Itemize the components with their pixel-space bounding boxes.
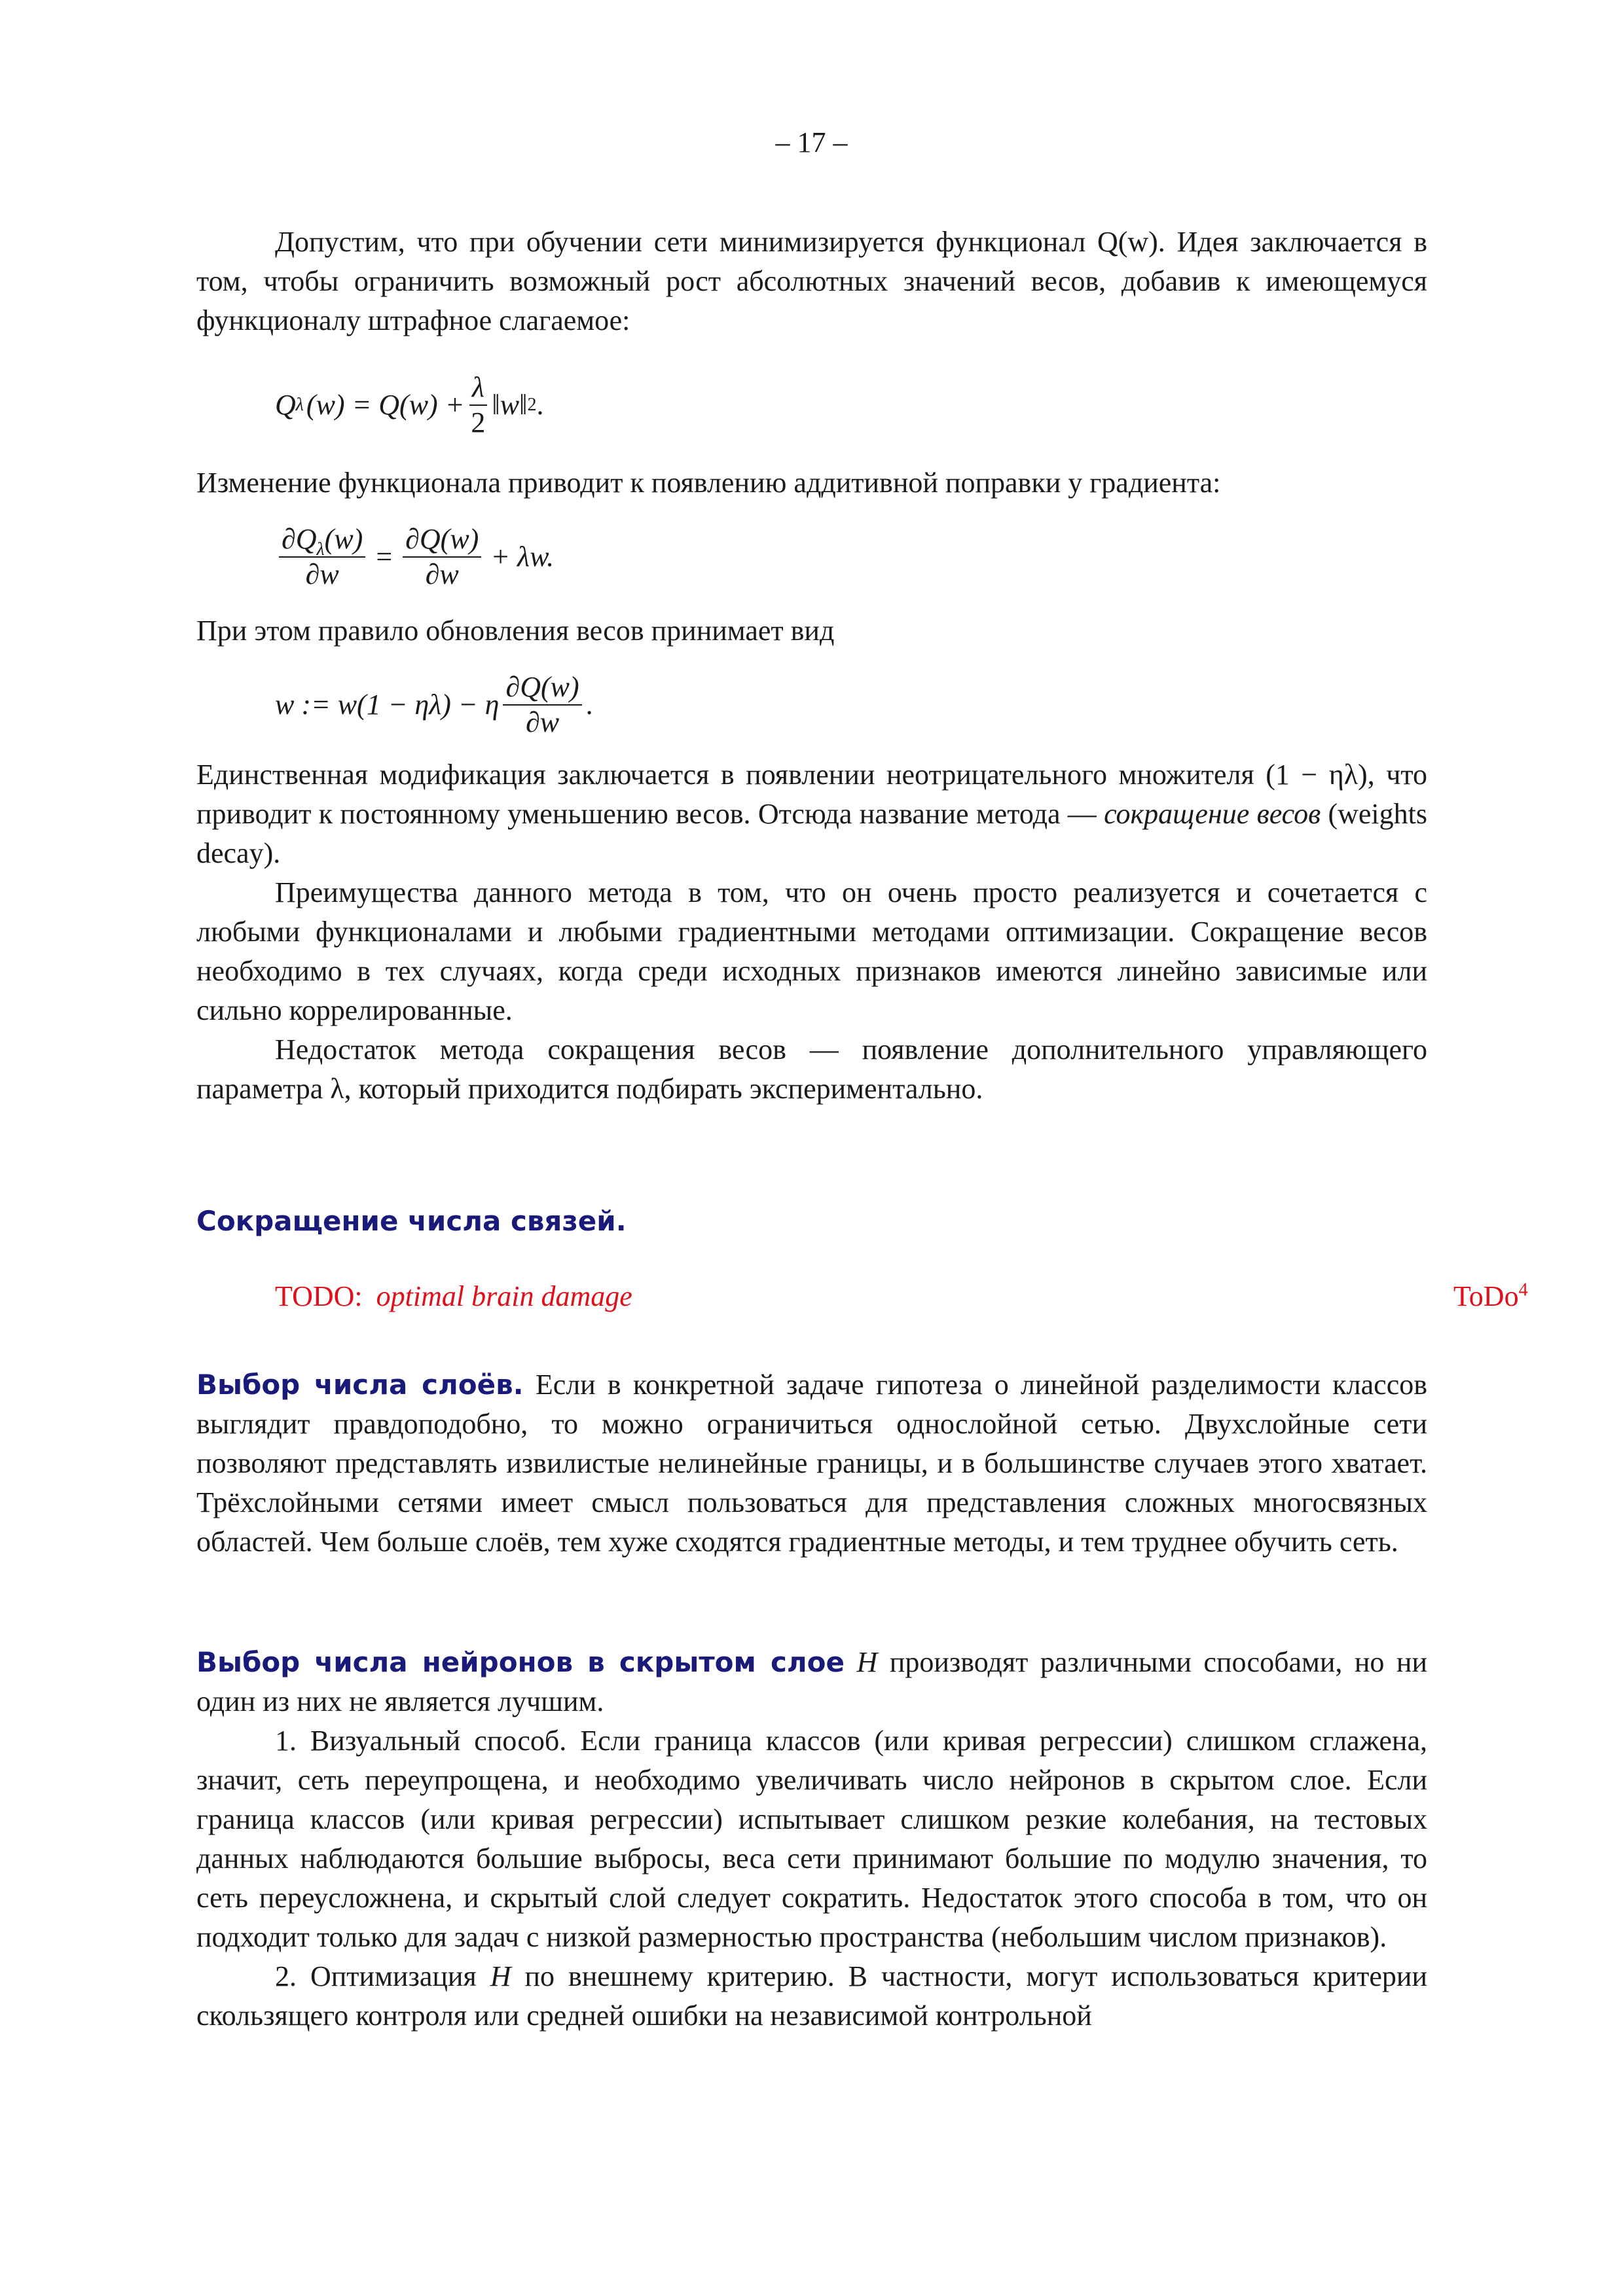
formula-q: Q bbox=[275, 389, 296, 421]
paragraph-visual-method: 1. Визуальный способ. Если граница классов (или кривая регрессии) слишком сглажена, значит, сеть переупрощена, и необходимо увеличивать число нейронов в скрытом слое. Если граница классов (или кривая регрессии) испытывает слишком резкие колебания, на тестовых данных наблюдаются большие выбросы, веса сети принимают большие по модулю значения, то сеть переусложнена, и скрытый слой следует сократить. Недостаток этого способа в том, что он подходит только для задач с низкой размерностью пространства (небольшим числом признаков). bbox=[196, 1725, 1427, 1953]
paragraph-update-rule: При этом правило обновления весов принимает вид bbox=[196, 615, 835, 647]
update-den: ∂w bbox=[525, 706, 560, 738]
formula-norm: ‖w‖ bbox=[492, 389, 528, 421]
paragraph-gradient: Изменение функционала приводит к появлению аддитивной поправки у градиента: bbox=[196, 467, 1221, 499]
paragraph-layers: Выбор числа слоёв. Если в конкретной задаче гипотеза о линейной разделимости классов выглядит правдоподобно, то можно ограничиться однослойной сетью. Двухслойные сети позволяют представлять извилистые нелинейные границы, и в большинстве случаев этого хватает. Трёхслойными сетями имеет смысл пользоваться для представления сложных многосвязных областей. Чем больше слоёв, тем хуже сходятся градиентные методы, и тем труднее обучить сеть. bbox=[196, 1369, 1428, 1558]
formula-lhs-arg: (w) = Q(w) + bbox=[306, 389, 465, 421]
update-fraction bbox=[503, 670, 581, 740]
todo-label: TODO: bbox=[275, 1280, 363, 1312]
paragraph-neurons: Выбор числа нейронов в скрытом слое H производят различными способами, но ни один из них не является лучшим. bbox=[196, 1646, 1428, 1717]
update-head: w := w(1 − ηλ) − η bbox=[275, 689, 500, 721]
main-text-top bbox=[196, 223, 1427, 1109]
heading-layers: Выбор числа слоёв. bbox=[196, 1369, 524, 1401]
page-number: – 17 – bbox=[775, 126, 848, 158]
section-layers bbox=[196, 1365, 1427, 1562]
fraction-den: 2 bbox=[471, 406, 486, 439]
gradient-tail: + λw. bbox=[490, 541, 555, 573]
section-neurons bbox=[196, 1643, 1427, 2036]
update-end: . bbox=[585, 689, 593, 721]
paragraph-optimization: 2. Оптимизация H по внешнему критерию. В частности, могут использоваться критерии скользящего контроля или средней ошибки на независимой контрольной bbox=[196, 1960, 1427, 2032]
paragraph-drawback: Недостаток метода сокращения весов — появление дополнительного управляющего параметра λ, который приходится подбирать экспериментально. bbox=[196, 1033, 1427, 1105]
formula-fraction bbox=[468, 370, 488, 440]
heading-neurons-var: H bbox=[856, 1646, 878, 1678]
update-num: ∂Q(w) bbox=[503, 670, 581, 706]
formula-penalty: Q λ (w) = Q(w) + $\frac{\lambda}{2}$ ‖w‖ 2 . bbox=[275, 371, 544, 439]
gradient-right-den: ∂w bbox=[425, 558, 459, 590]
heading-connections: Сокращение числа связей. bbox=[196, 1205, 627, 1237]
todo-note bbox=[275, 1280, 632, 1313]
paragraph-weight-decay: Единственная модификация заключается в появлении неотрицательного множителя (1 − ηλ), что приводит к постоянному уменьшению весов. Отсюда название метода — сокращение весов (weights decay). bbox=[196, 759, 1428, 869]
fraction-num: λ bbox=[469, 370, 487, 406]
paragraph-intro: Допустим, что при обучении сети минимизируется функционал Q(w). Идея заключается в том, чтобы ограничить возможный рост абсолютных значений весов, добавив к имеющемуся функционалу штрафное слагаемое: bbox=[196, 226, 1427, 336]
todo-text: optimal brain damage bbox=[376, 1280, 632, 1312]
formula-end: . bbox=[536, 389, 544, 421]
todo-margin-note: ToDo$^4$ bbox=[1453, 1280, 1528, 1312]
gradient-left-den: ∂w bbox=[305, 558, 339, 590]
term-weight-decay: сокращение весов bbox=[1104, 798, 1321, 830]
gradient-left-num: $\partial Q_\lambda(w)$ bbox=[279, 522, 365, 558]
formula-update bbox=[275, 670, 1427, 740]
heading-neurons: Выбор числа нейронов в скрытом слое bbox=[196, 1646, 845, 1678]
section-connections bbox=[196, 1202, 1427, 1241]
gradient-right-num: ∂Q(w) bbox=[403, 522, 481, 558]
formula-gradient bbox=[275, 522, 1427, 592]
gradient-right-fraction bbox=[403, 522, 481, 592]
gradient-left-fraction bbox=[279, 522, 365, 592]
equals-sign: = bbox=[376, 541, 393, 573]
paragraph-advantages: Преимущества данного метода в том, что он очень просто реализуется и сочетается с любыми функционалами и любыми градиентными методами оптимизации. Сокращение весов необходимо в тех случаях, когда среди исходных признаков имеются линейно зависимые или сильно коррелированные. bbox=[196, 876, 1427, 1026]
